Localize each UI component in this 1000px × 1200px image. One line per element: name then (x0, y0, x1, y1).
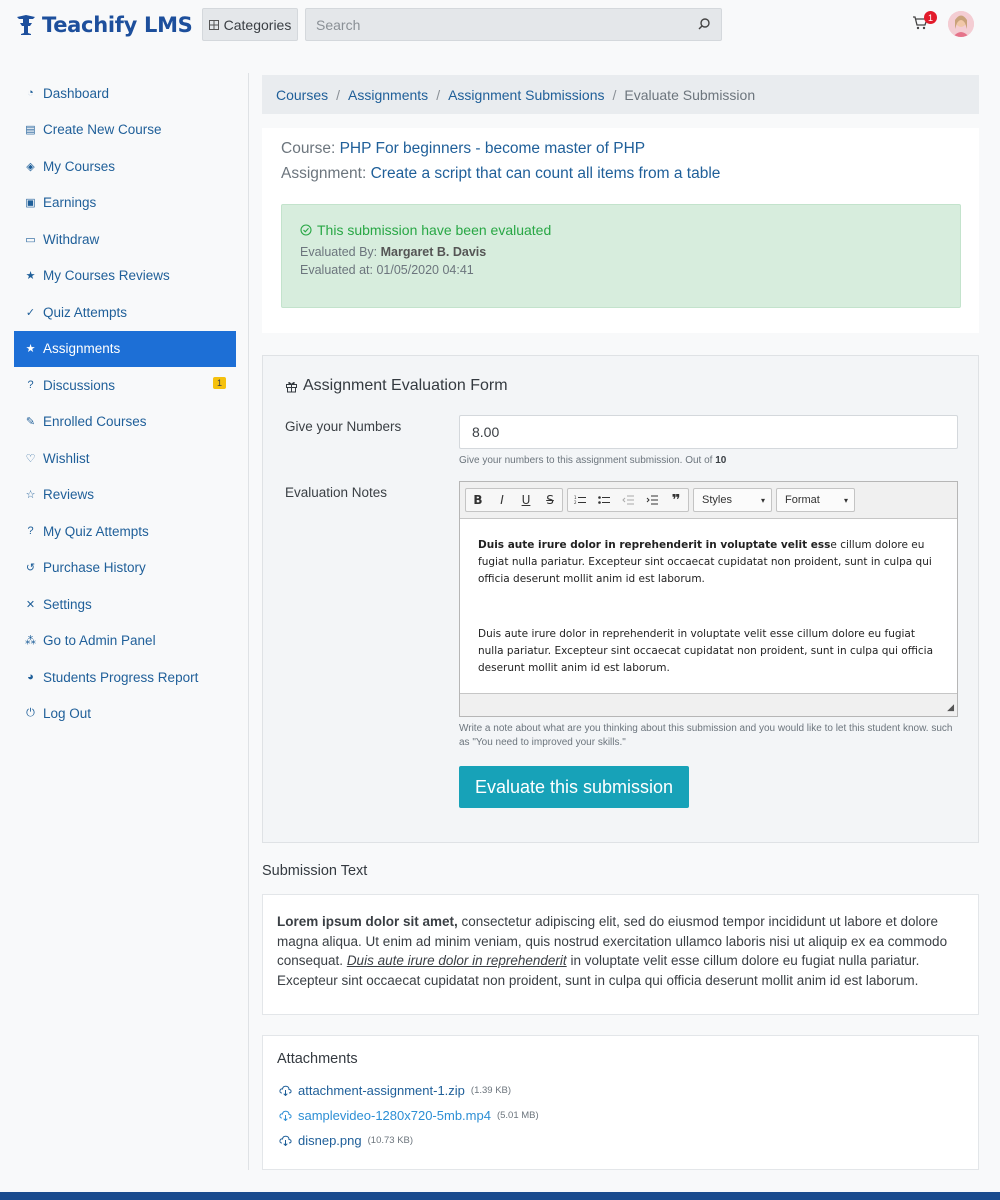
submission-info-card (262, 128, 979, 333)
sidebar-item-reviews[interactable] (14, 477, 236, 514)
course-line (281, 140, 645, 158)
attachments-heading: Attachments (277, 1051, 358, 1067)
editor-content[interactable] (460, 519, 957, 693)
breadcrumb-courses[interactable]: Courses (276, 86, 329, 103)
sidebar-item-dashboard[interactable] (14, 75, 236, 112)
alert-title (300, 222, 942, 238)
evaluated-by (300, 245, 942, 259)
format-label: Format (785, 494, 820, 506)
breadcrumb-current: Evaluate Submission (624, 86, 756, 103)
bold-button[interactable]: B (473, 493, 483, 507)
search-input[interactable] (306, 9, 676, 40)
attachment-size: (1.39 KB) (470, 1085, 512, 1096)
logo-text: Teachify LMS (42, 13, 193, 37)
sidebar-item-withdraw[interactable] (14, 221, 236, 258)
form-title (285, 377, 508, 395)
sidebar-item-earnings[interactable] (14, 185, 236, 222)
history-icon: ↺ (25, 562, 36, 575)
resize-handle-icon[interactable]: ◢ (947, 702, 954, 712)
sidebar-item-label: Reviews (43, 487, 95, 503)
cart-count-badge: 1 (924, 11, 937, 24)
sidebar-item-label: My Courses (43, 158, 116, 174)
search-bar (305, 8, 722, 41)
edit-icon: ✎ (25, 416, 36, 429)
sidebar-item-students-progress-report[interactable] (14, 659, 236, 696)
sidebar-item-my-quiz-attempts[interactable] (14, 513, 236, 550)
notes-paragraph: Duis aute irure dolor in reprehenderit in voluptate velit esse cillum dolore eu fugiat nulla pariatur. Excepteur sint occaecat cupidatat non proident, sunt in culpa qui officia deserunt mollit anim id est laborum. (478, 628, 934, 674)
sidebar-item-label: Earnings (43, 195, 97, 211)
sidebar-item-wishlist[interactable] (14, 440, 236, 477)
rich-text-editor (459, 481, 958, 717)
sidebar-item-label: Withdraw (43, 231, 100, 247)
submission-text: consectetur adipiscing elit, sed do eiusmod tempor incididunt ut labore et dolore magna aliqua. Ut enim ad minim veniam, quis nostrud exercitation ullamco laboris nisi ut aliquip ex ea commodo consequat. (277, 914, 948, 968)
question-icon: ? (27, 379, 34, 392)
text-style-group (465, 488, 563, 512)
submission-text-card (262, 894, 979, 1015)
cloud-download-icon (279, 1135, 292, 1146)
svg-text:1: 1 (574, 495, 577, 500)
assignment-label: Assignment: (281, 165, 367, 182)
sidebar-item-discussions[interactable] (14, 367, 236, 404)
sidebar-item-purchase-history[interactable] (14, 550, 236, 587)
sidebar-item-label: Assignments (43, 341, 121, 357)
logo[interactable] (14, 10, 193, 40)
cloud-download-icon (279, 1085, 292, 1096)
heart-icon: ♡ (25, 452, 36, 465)
breadcrumb (262, 75, 979, 114)
top-navbar (0, 0, 1000, 50)
attachment-name: disnep.png (298, 1133, 362, 1148)
strikethrough-button[interactable]: S (546, 493, 554, 507)
sidebar-item-go-to-admin-panel[interactable] (14, 623, 236, 660)
styles-dropdown[interactable] (693, 488, 772, 512)
outdent-icon (622, 495, 634, 505)
earnings-icon: ▣ (25, 197, 36, 210)
cloud-download-icon (279, 1110, 292, 1121)
sidebar-item-label: Discussions (43, 377, 116, 393)
star-icon: ★ (25, 270, 36, 283)
star-icon: ★ (25, 343, 36, 356)
avatar[interactable] (948, 11, 974, 37)
indent-icon (646, 495, 658, 505)
sidebar-item-quiz-attempts[interactable] (14, 294, 236, 331)
star-half-icon: ☆ (25, 489, 36, 502)
categories-button[interactable] (202, 8, 298, 41)
check-circle-icon (300, 224, 312, 236)
pie-chart-icon: ◕ (27, 671, 34, 684)
evaluated-at: Evaluated at: 01/05/2020 04:41 (300, 263, 474, 277)
editor-footer (460, 693, 957, 716)
styles-label: Styles (702, 494, 732, 506)
numbers-help-text: Give your numbers to this assignment submission. Out of (459, 455, 713, 466)
attachment-size: (10.73 KB) (367, 1135, 414, 1146)
submission-bold-text: Lorem ipsum dolor sit amet, (277, 914, 458, 929)
sidebar-item-my-courses-reviews[interactable] (14, 258, 236, 295)
notes-paragraph (478, 537, 939, 588)
sidebar-item-create-new-course[interactable] (14, 112, 236, 149)
categories-label: Categories (223, 16, 292, 33)
attachments-card (262, 1035, 979, 1170)
withdraw-icon: ▭ (25, 233, 36, 246)
sidebar-divider (248, 73, 249, 1170)
notes-text: e cillum dolore eu fugiat nulla pariatur. Excepteur sint occaecat cupidatat non proident, sunt in culpa qui officia deserunt mollit anim id est laborum. (478, 539, 932, 585)
quote-icon: ❞ (671, 491, 681, 509)
submission-link[interactable]: Duis aute irure dolor in reprehenderit (346, 953, 567, 968)
course-link[interactable]: PHP For beginners - become master of PHP (339, 140, 646, 157)
notes-label: Evaluation Notes (285, 485, 388, 500)
editor-toolbar (460, 482, 957, 519)
breadcrumb-assignments[interactable]: Assignments (348, 86, 429, 103)
create-course-icon: ▤ (25, 124, 36, 137)
breadcrumb-separator: / (336, 86, 341, 103)
sidebar-item-label: Log Out (43, 706, 92, 722)
numbered-list-icon (574, 495, 586, 505)
sidebar-item-label: Enrolled Courses (43, 414, 147, 430)
sidebar-item-assignments[interactable] (14, 331, 236, 368)
network-icon: ⁂ (25, 635, 36, 648)
sidebar-nav (14, 75, 236, 732)
sidebar-item-settings[interactable] (14, 586, 236, 623)
evaluate-submission-button[interactable]: Evaluate this submission (459, 766, 689, 808)
evaluation-form (262, 355, 979, 843)
sidebar-item-enrolled-courses[interactable] (14, 404, 236, 441)
gift-icon (285, 380, 298, 393)
attachment-item[interactable] (279, 1108, 539, 1123)
logout-icon: ⏻ (26, 707, 35, 720)
attachment-size: (5.01 MB) (496, 1110, 539, 1121)
indent-button[interactable] (640, 489, 664, 511)
attachment-name: attachment-assignment-1.zip (298, 1083, 465, 1098)
breadcrumb-separator: / (436, 86, 441, 103)
breadcrumb-assignment-submissions[interactable]: Assignment Submissions (448, 86, 605, 103)
sidebar-item-log-out[interactable] (14, 696, 236, 733)
submission-heading: Submission Text (262, 863, 368, 879)
sidebar-item-label: Quiz Attempts (43, 304, 128, 320)
outdent-button[interactable] (616, 489, 640, 511)
evaluator-name: Margaret B. Davis (380, 245, 487, 259)
alert-title-text: This submission have been evaluated (317, 222, 552, 238)
numbers-help (459, 454, 726, 468)
attachment-item[interactable] (279, 1133, 413, 1148)
search-icon[interactable] (697, 17, 711, 31)
notification-badge: 1 (213, 377, 226, 389)
numbers-input[interactable] (459, 415, 958, 449)
user-avatar-image (948, 11, 974, 37)
svg-text:2: 2 (574, 500, 577, 505)
logo-icon (14, 13, 38, 37)
sidebar-item-my-courses[interactable] (14, 148, 236, 185)
sidebar-item-label: Wishlist (43, 450, 90, 466)
sidebar-item-label: Create New Course (43, 122, 162, 138)
attachment-name: samplevideo-1280x720-5mb.mp4 (298, 1108, 491, 1123)
assignment-link[interactable]: Create a script that can count all items from a table (370, 165, 721, 182)
italic-button[interactable]: I (500, 493, 504, 507)
question-icon: ? (27, 525, 34, 538)
bullet-list-button[interactable] (592, 489, 616, 511)
numbers-max: 10 (715, 455, 727, 466)
chevron-down-icon: ▾ (843, 495, 848, 505)
sidebar-item-label: My Courses Reviews (43, 268, 170, 284)
numbers-label: Give your Numbers (285, 419, 402, 434)
notes-help: Write a note about what are you thinking about this submission and you would like to let this student know. such as "You need to improved your skills." (459, 723, 953, 748)
format-dropdown[interactable] (776, 488, 855, 512)
blockquote-button[interactable] (664, 489, 688, 511)
underline-button[interactable]: U (521, 493, 531, 507)
sidebar-item-label: My Quiz Attempts (43, 523, 149, 539)
chevron-down-icon: ▾ (760, 495, 765, 505)
attachment-item[interactable] (279, 1083, 511, 1098)
assignment-line (281, 165, 720, 183)
evaluated-alert (281, 204, 961, 308)
form-title-text: Assignment Evaluation Form (303, 377, 508, 394)
sidebar-item-label: Go to Admin Panel (43, 633, 156, 649)
grid-icon (209, 20, 219, 30)
check-icon: ✓ (25, 306, 36, 319)
dashboard-icon: ◔ (27, 87, 34, 100)
footer-bar (0, 1192, 1000, 1200)
submission-text: in voluptate velit esse cillum dolore eu fugiat nulla pariatur. Excepteur sint occaecat cupidatat non proident, sunt in culpa qui officia deserunt mollit anim id est laborum. (277, 953, 920, 988)
sidebar-item-label: Dashboard (43, 85, 110, 101)
sidebar-item-label: Students Progress Report (43, 669, 199, 685)
sidebar-item-label: Purchase History (43, 560, 146, 576)
list-group (567, 488, 689, 512)
notes-bold-text: Duis aute irure dolor in reprehenderit in voluptate velit ess (478, 539, 831, 551)
course-label: Course: (281, 140, 336, 157)
breadcrumb-separator: / (612, 86, 617, 103)
sidebar-item-label: Settings (43, 596, 92, 612)
graduation-cap-icon: ◈ (26, 160, 35, 173)
numbered-list-button[interactable] (568, 489, 592, 511)
tools-icon: ✕ (25, 598, 36, 611)
evaluated-by-label: Evaluated By: (300, 245, 378, 259)
bullet-list-icon (598, 495, 610, 505)
